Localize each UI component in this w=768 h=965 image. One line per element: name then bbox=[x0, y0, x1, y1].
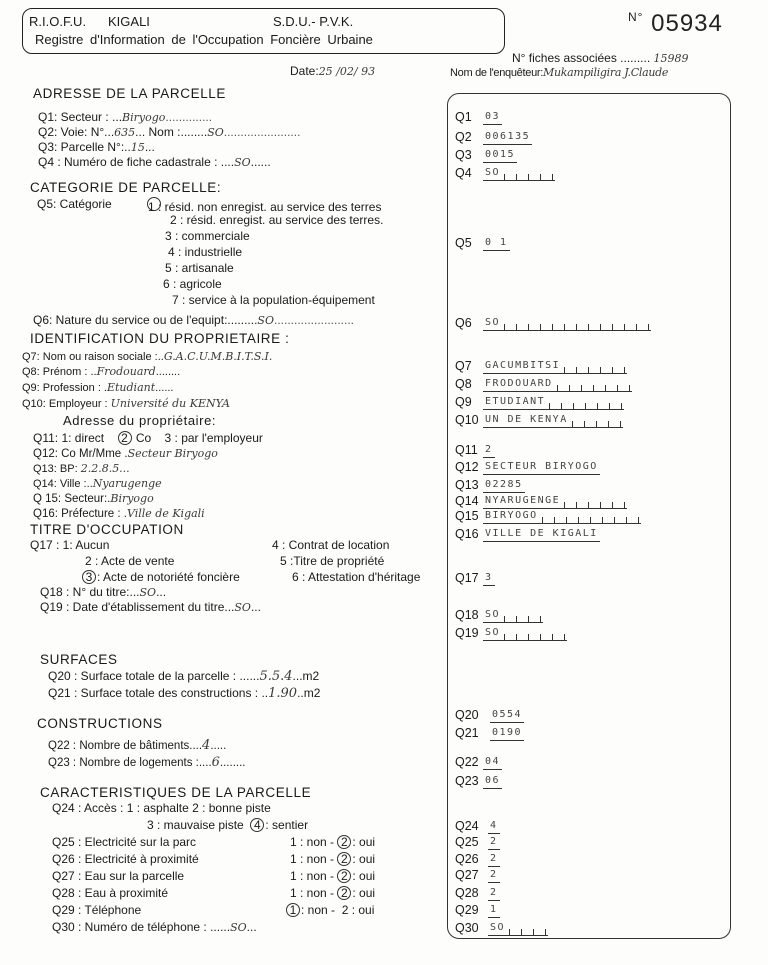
q18-label: Q18 : N° du titre:... bbox=[40, 585, 140, 599]
q8-row: Q8: Prénom : ..Frodouard........ bbox=[22, 365, 181, 378]
q20-row bbox=[48, 669, 319, 684]
q24-option-3[interactable]: 3 : mauvaise piste bbox=[147, 818, 244, 832]
q24-option-4-text: : sentier bbox=[265, 818, 309, 832]
q6-row: Q6: Nature du service ou de l'equipt:.........SO........................ bbox=[33, 313, 354, 327]
code-cells bbox=[564, 367, 625, 374]
code-label: Q30 bbox=[455, 921, 479, 935]
q23-row: Q23 : Nombre de logements :....6........ bbox=[48, 755, 246, 770]
q12-label: Q12: Co Mr/Mme . bbox=[33, 448, 128, 460]
q11-label: Q11: 1: direct bbox=[33, 431, 105, 445]
q11-option-2-selected[interactable]: 2 bbox=[118, 431, 132, 445]
q23-value[interactable]: 6 bbox=[211, 755, 220, 770]
q5-option-1[interactable] bbox=[147, 197, 381, 214]
code-value: FRODOUARD bbox=[485, 378, 553, 389]
q19-label: Q19 : Date d'établissement du titre... bbox=[40, 600, 235, 614]
q17-option-6[interactable]: 6 : Attestation d'héritage bbox=[292, 570, 421, 584]
q28-options[interactable] bbox=[290, 886, 375, 900]
enqueteur bbox=[450, 66, 668, 80]
code-value: 0015 bbox=[485, 149, 516, 160]
code-value: 3 bbox=[485, 572, 493, 583]
q5-option-5[interactable]: 5 : artisanale bbox=[165, 261, 234, 275]
q6-value[interactable]: SO bbox=[257, 314, 274, 327]
selected-circle-icon: 2 bbox=[337, 852, 351, 866]
q15-label: Q 15: Secteur:. bbox=[33, 493, 111, 505]
code-label: Q11 bbox=[455, 443, 478, 457]
q19-row: Q19 : Date d'établissement du titre...SO... bbox=[40, 600, 261, 614]
code-field[interactable] bbox=[483, 316, 651, 331]
code-value: SO bbox=[490, 922, 506, 933]
q18-row: Q18 : N° du titre:...SO... bbox=[40, 585, 167, 599]
q29-label: Q29 : Téléphone bbox=[52, 903, 142, 917]
code-field[interactable] bbox=[483, 148, 517, 163]
form-number-label: N° bbox=[628, 10, 644, 24]
code-field[interactable] bbox=[483, 377, 632, 392]
code-value: VILLE DE KIGALI bbox=[485, 528, 598, 539]
code-value: SO bbox=[485, 609, 501, 620]
option-non: 1 : non - bbox=[290, 835, 335, 849]
q13-label: Q13: BP: bbox=[33, 463, 81, 475]
enqueteur-label: Nom de l'enquêteur: bbox=[450, 67, 544, 79]
option-non: : non - bbox=[301, 903, 336, 917]
code-value: 2 bbox=[490, 853, 498, 864]
code-field[interactable] bbox=[483, 359, 627, 374]
code-field[interactable] bbox=[490, 726, 524, 741]
q17-option-3-text: : Acte de notoriété foncière bbox=[97, 570, 240, 584]
q17-option-3[interactable] bbox=[82, 570, 240, 584]
code-label: Q9 bbox=[455, 395, 472, 409]
q2-label: Q2: Voie: N°... bbox=[38, 125, 115, 139]
q27-label: Q27 : Eau sur la parcelle bbox=[52, 869, 185, 883]
code-field[interactable] bbox=[483, 110, 502, 125]
q22-value[interactable]: 4 bbox=[202, 738, 211, 753]
code-cells bbox=[542, 517, 639, 524]
q21-row bbox=[48, 686, 320, 701]
code-label: Q22 bbox=[455, 755, 479, 769]
q26-options[interactable] bbox=[290, 852, 375, 866]
code-label: Q14 bbox=[455, 494, 479, 508]
code-cells bbox=[504, 634, 565, 641]
code-label: Q29 bbox=[455, 903, 479, 917]
q3-value[interactable]: 15 bbox=[130, 141, 145, 154]
q2-label2: ... Nom :........ bbox=[135, 125, 208, 139]
q18-value[interactable]: SO bbox=[139, 586, 157, 599]
code-label: Q17 bbox=[455, 571, 479, 585]
q16-row bbox=[33, 507, 205, 521]
code-label: Q28 bbox=[455, 886, 479, 900]
q12-value[interactable]: Secteur Biryogo bbox=[127, 447, 218, 460]
selected-circle-icon: 2 bbox=[337, 835, 351, 849]
fiches-associees bbox=[512, 51, 689, 66]
q24-row-2 bbox=[147, 818, 308, 832]
q14-row bbox=[33, 477, 162, 491]
code-label: Q7 bbox=[455, 359, 472, 373]
q22-row: Q22 : Nombre de bâtiments....4..... bbox=[48, 738, 227, 753]
date bbox=[290, 64, 375, 79]
code-label: Q2 bbox=[455, 130, 472, 144]
code-field[interactable] bbox=[483, 494, 627, 509]
code-value: 2 bbox=[485, 444, 493, 455]
q1-value[interactable]: Biryogo bbox=[122, 111, 166, 124]
q11-row bbox=[33, 431, 263, 445]
code-cells bbox=[509, 929, 546, 936]
form-header bbox=[22, 8, 505, 54]
selected-circle-icon: 2 bbox=[337, 886, 351, 900]
code-field[interactable] bbox=[483, 527, 600, 542]
q21-unit: ..m2 bbox=[297, 686, 321, 700]
enqueteur-value[interactable]: Mukampiligira J.Claude bbox=[543, 66, 669, 79]
code-field[interactable] bbox=[488, 835, 500, 850]
q5-option-2[interactable]: 2 : résid. enregist. au service des terres. bbox=[170, 213, 384, 227]
q25-label: Q25 : Electricité sur la parc bbox=[52, 835, 197, 849]
q9-row: Q9: Profession : .Etudiant...... bbox=[22, 381, 174, 394]
option-non: 1 : non - bbox=[290, 869, 335, 883]
q6-label: Q6: Nature du service ou de l'equipt:......... bbox=[33, 313, 258, 327]
q11-option-2-text: Co bbox=[135, 431, 152, 445]
q11-option-3[interactable]: 3 : par l'employeur bbox=[164, 431, 263, 445]
code-field[interactable] bbox=[483, 755, 502, 770]
q7-value[interactable]: G.A.C.U.M.B.I.T.S.I. bbox=[163, 350, 273, 363]
code-value: NYARUGENGE bbox=[485, 495, 561, 506]
code-field[interactable] bbox=[483, 608, 543, 623]
code-field[interactable] bbox=[483, 395, 624, 410]
q7-label: Q7: Nom ou raison sociale :.. bbox=[22, 351, 164, 363]
q22-label: Q22 : Nombre de bâtiments.... bbox=[48, 740, 203, 752]
q30-value[interactable]: SO bbox=[230, 921, 247, 934]
q5-option-4[interactable]: 4 : industrielle bbox=[168, 245, 243, 259]
code-value: 2 bbox=[490, 869, 498, 880]
code-label: Q15 bbox=[455, 509, 479, 523]
code-field[interactable] bbox=[488, 868, 500, 883]
code-label: Q8 bbox=[455, 377, 472, 391]
code-value: 02285 bbox=[485, 479, 523, 490]
city-name: KIGALI bbox=[108, 14, 150, 29]
code-value: 03 bbox=[485, 111, 501, 122]
code-cells bbox=[572, 421, 621, 428]
q5-option-7[interactable]: 7 : service à la population-équipement bbox=[172, 293, 375, 307]
code-field[interactable] bbox=[488, 886, 500, 901]
q9-value[interactable]: Etudiant bbox=[106, 381, 156, 394]
code-label: Q23 bbox=[455, 774, 479, 788]
q10-row bbox=[22, 397, 230, 411]
q2-value2[interactable]: SO bbox=[207, 126, 224, 139]
option-oui: 2 : oui bbox=[341, 903, 375, 917]
q7-row bbox=[22, 350, 272, 364]
code-cells bbox=[557, 385, 630, 392]
code-field[interactable] bbox=[483, 509, 641, 524]
selected-circle-icon: 3 bbox=[82, 570, 96, 584]
code-field[interactable] bbox=[483, 571, 495, 586]
code-label: Q12 bbox=[455, 460, 479, 474]
code-value: 1 bbox=[490, 904, 498, 915]
q27-options[interactable] bbox=[290, 869, 375, 883]
q8-label: Q8: Prénom : .. bbox=[22, 366, 97, 378]
org-name: R.I.O.F.U. bbox=[29, 14, 87, 29]
code-field[interactable] bbox=[483, 460, 600, 475]
code-field[interactable] bbox=[483, 626, 567, 641]
code-value: 2 bbox=[490, 887, 498, 898]
code-field[interactable] bbox=[483, 443, 495, 458]
q30-label: Q30 : Numéro de téléphone : ...... bbox=[52, 920, 231, 934]
q2-row: Q2: Voie: N°...635... Nom :........SO....................... bbox=[38, 125, 301, 139]
code-field[interactable] bbox=[483, 774, 502, 789]
q5-option-3[interactable]: 3 : commerciale bbox=[165, 229, 250, 243]
code-cells bbox=[549, 403, 622, 410]
q29-options[interactable] bbox=[286, 903, 374, 917]
q20-value[interactable]: 5.5.4 bbox=[259, 669, 293, 684]
section-adresse-proprietaire: Adresse du propriétaire: bbox=[63, 413, 217, 428]
code-field[interactable] bbox=[483, 478, 525, 493]
q9-label: Q9: Profession : . bbox=[22, 382, 107, 394]
code-field[interactable] bbox=[488, 921, 548, 936]
q17-option-5[interactable]: 5 :Titre de propriété bbox=[280, 554, 385, 568]
code-field[interactable] bbox=[483, 130, 532, 145]
q24-option-4-selected[interactable]: 4 bbox=[250, 818, 264, 832]
code-value: SO bbox=[485, 167, 501, 178]
code-field[interactable] bbox=[488, 852, 500, 867]
q15-row bbox=[33, 492, 154, 506]
code-value: 0554 bbox=[492, 709, 523, 720]
q13-value[interactable]: 2.2.8.5... bbox=[80, 462, 130, 475]
code-label: Q27 bbox=[455, 868, 479, 882]
selected-circle-icon: 2 bbox=[337, 869, 351, 883]
q13-row bbox=[33, 462, 130, 476]
date-value[interactable]: 25 /02/ 93 bbox=[318, 65, 376, 78]
q21-label: Q21 : Surface totale des constructions : .. bbox=[48, 686, 269, 700]
fiches-value[interactable]: 15989 bbox=[653, 52, 689, 65]
q14-label: Q14: Ville :.. bbox=[33, 478, 93, 490]
code-label: Q16 bbox=[455, 527, 479, 541]
code-label: Q5 bbox=[455, 236, 472, 250]
code-field[interactable] bbox=[483, 166, 555, 181]
q17-option-2[interactable]: 2 : Acte de vente bbox=[85, 554, 175, 568]
q10-value[interactable]: Université du KENYA bbox=[110, 397, 230, 410]
section-surfaces: SURFACES bbox=[40, 652, 118, 667]
code-value: SECTEUR BIRYOGO bbox=[485, 461, 598, 472]
option-oui: : oui bbox=[352, 886, 376, 900]
code-field[interactable] bbox=[490, 708, 524, 723]
code-label: Q10 bbox=[455, 413, 479, 427]
q8-value[interactable]: Frodouard bbox=[96, 365, 156, 378]
code-label: Q24 bbox=[455, 819, 479, 833]
code-value: SO bbox=[485, 627, 501, 638]
code-label: Q6 bbox=[455, 316, 472, 330]
option-oui: : oui bbox=[352, 869, 376, 883]
form-number bbox=[628, 10, 723, 38]
q3-label: Q3: Parcelle N°:.. bbox=[38, 140, 131, 154]
q5-option-1-text: 1 : résid. non enregist. au service des terres bbox=[148, 200, 382, 214]
q28-label: Q28 : Eau à proximité bbox=[52, 886, 169, 900]
code-value: GACUMBITSI bbox=[485, 360, 561, 371]
code-value: 0190 bbox=[492, 727, 523, 738]
q4-row: Q4 : Numéro de fiche cadastrale : ....SO...... bbox=[38, 155, 271, 169]
q23-label: Q23 : Nombre de logements :.... bbox=[48, 757, 212, 769]
code-field[interactable] bbox=[488, 819, 500, 834]
code-value: 04 bbox=[485, 756, 501, 767]
q19-value[interactable]: SO bbox=[234, 601, 251, 614]
code-label: Q26 bbox=[455, 852, 479, 866]
fiches-label: N° fiches associées ......... bbox=[512, 51, 651, 65]
option-non: 1 : non - bbox=[290, 886, 335, 900]
section-titre: TITRE D'OCCUPATION bbox=[30, 522, 184, 537]
option-oui: : oui bbox=[352, 852, 376, 866]
department: S.D.U.- P.V.K. bbox=[273, 14, 354, 29]
q24-row: Q24 : Accès : 1 : asphalte 2 : bonne piste bbox=[52, 801, 271, 815]
code-label: Q20 bbox=[455, 708, 479, 722]
selected-circle-icon: 1 bbox=[286, 903, 300, 917]
section-caracteristiques: CARACTERISTIQUES DE LA PARCELLE bbox=[40, 785, 312, 800]
code-value: ETUDIANT bbox=[485, 396, 546, 407]
code-field[interactable] bbox=[488, 903, 500, 918]
q21-value[interactable]: 1.90 bbox=[268, 686, 298, 701]
option-non: 1 : non - bbox=[290, 852, 335, 866]
section-categorie: CATEGORIE DE PARCELLE: bbox=[30, 180, 222, 195]
code-value: UN DE KENYA bbox=[485, 414, 568, 425]
q16-value[interactable]: Ville de Kigali bbox=[126, 507, 205, 520]
code-value: 4 bbox=[490, 820, 498, 831]
q10-label: Q10: Employeur : bbox=[22, 398, 111, 410]
q3-row: Q3: Parcelle N°:..15... bbox=[38, 140, 155, 154]
code-field[interactable] bbox=[483, 413, 623, 428]
code-label: Q21 bbox=[455, 726, 479, 740]
code-label: Q18 bbox=[455, 608, 479, 622]
q17-option-1[interactable]: Q17 : 1: Aucun bbox=[30, 538, 110, 552]
q15-value[interactable]: Biryogo bbox=[110, 492, 154, 505]
q2-value[interactable]: 635 bbox=[114, 126, 136, 139]
q20-label: Q20 : Surface totale de la parcelle : ...... bbox=[48, 669, 260, 683]
code-label: Q4 bbox=[455, 166, 472, 180]
code-value: 06 bbox=[485, 775, 501, 786]
code-value: 2 bbox=[490, 836, 498, 847]
q20-unit: ...m2 bbox=[292, 669, 320, 683]
section-constructions: CONSTRUCTIONS bbox=[37, 716, 163, 731]
q14-value[interactable]: Nyarugenge bbox=[92, 477, 162, 490]
code-label: Q1 bbox=[455, 110, 472, 124]
q1-row: Q1: Secteur : ...Biryogo.............. bbox=[38, 110, 213, 124]
code-label: Q13 bbox=[455, 478, 479, 492]
code-label: Q25 bbox=[455, 835, 479, 849]
code-value: 006135 bbox=[485, 131, 531, 142]
q5-option-6[interactable]: 6 : agricole bbox=[163, 277, 222, 291]
code-cells bbox=[504, 616, 541, 623]
section-adresse: ADRESSE DE LA PARCELLE bbox=[33, 86, 227, 101]
code-label: Q19 bbox=[455, 626, 479, 640]
q4-label: Q4 : Numéro de fiche cadastrale : .... bbox=[38, 155, 235, 169]
q5-label: Q5: Catégorie bbox=[37, 197, 112, 211]
code-value: BIRYOGO bbox=[485, 510, 538, 521]
code-cells bbox=[504, 324, 649, 331]
q25-options[interactable] bbox=[290, 835, 375, 849]
option-oui: : oui bbox=[352, 835, 376, 849]
q26-label: Q26 : Electricité à proximité bbox=[52, 852, 199, 866]
q17-option-4[interactable]: 4 : Contrat de location bbox=[272, 538, 390, 552]
code-value: SO bbox=[485, 317, 501, 328]
q4-value[interactable]: SO bbox=[234, 156, 251, 169]
q30-row: Q30 : Numéro de téléphone : ......SO... bbox=[52, 920, 257, 934]
code-value: 0 1 bbox=[485, 237, 508, 248]
q1-label: Q1: Secteur : ... bbox=[38, 110, 123, 124]
q12-row bbox=[33, 447, 218, 461]
code-label: Q3 bbox=[455, 148, 472, 162]
form-number-value: 05934 bbox=[651, 10, 723, 37]
form-title: Registre d'Information de l'Occupation Foncière Urbaine bbox=[35, 32, 373, 47]
section-identification: IDENTIFICATION DU PROPRIETAIRE : bbox=[30, 331, 290, 346]
date-label: Date: bbox=[290, 64, 319, 78]
code-cells bbox=[504, 174, 553, 181]
code-field[interactable] bbox=[483, 236, 510, 251]
q16-label: Q16: Préfecture : . bbox=[33, 508, 127, 520]
